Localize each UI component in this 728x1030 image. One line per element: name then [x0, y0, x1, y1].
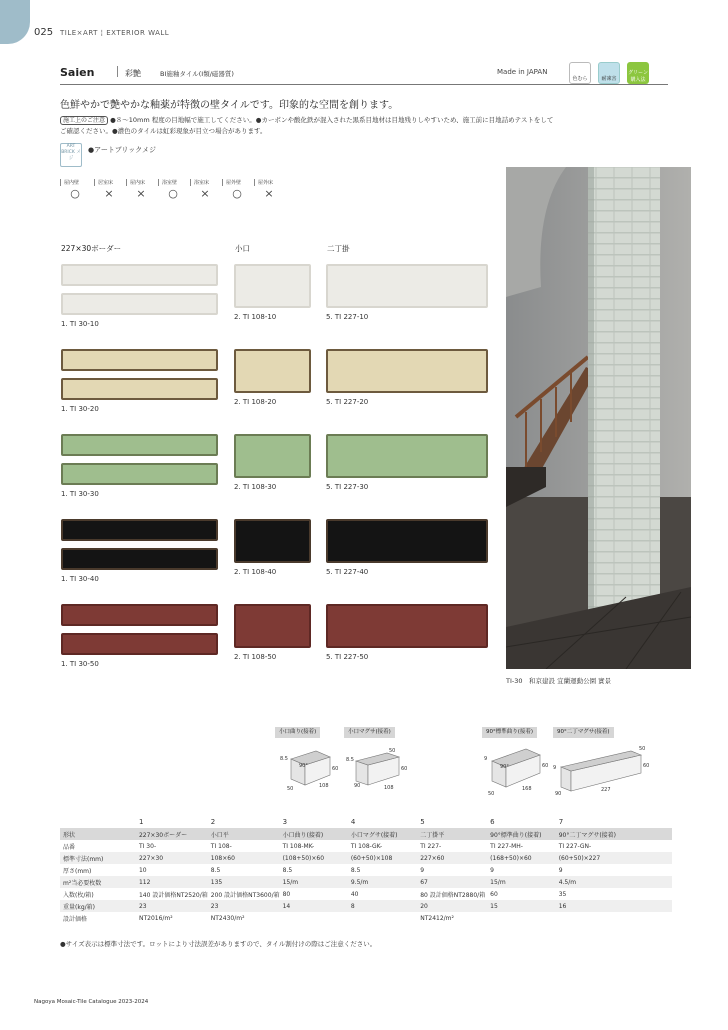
- table-cell: TI 108-: [210, 842, 232, 850]
- nichokake-tile-swatch: [326, 604, 488, 648]
- series-jp-name: 彩艶: [125, 69, 141, 78]
- dim-label: 227: [601, 787, 611, 793]
- column-number: 2: [208, 815, 280, 828]
- usage-item: [94, 179, 124, 200]
- dim-label: 50: [287, 786, 294, 792]
- table-number-row: [60, 815, 672, 828]
- border-tile-code: 1. TI 30-50: [61, 660, 99, 668]
- usage-mark: ×: [200, 187, 210, 200]
- usage-mark: ×: [264, 187, 274, 200]
- row-header-cell: 標準寸法(mm): [60, 852, 136, 864]
- usage-mark: ○: [70, 187, 80, 200]
- nichokake-tile-swatch: [326, 349, 488, 393]
- dim-label: 90°: [500, 764, 509, 770]
- dim-label: 168: [522, 786, 532, 792]
- usage-item: [254, 179, 284, 200]
- border-tile-code: 1. TI 30-10: [61, 320, 99, 328]
- usage-item: [60, 179, 90, 200]
- dim-label: 90°: [299, 763, 308, 769]
- nichokake-tile-swatch: [326, 264, 488, 308]
- table-cell: [556, 912, 672, 924]
- dim-label: 60: [401, 766, 408, 772]
- border-tile-swatch: [61, 633, 218, 655]
- table-cell: TI 227-: [420, 842, 442, 850]
- usage-label: 屋内壁: [60, 179, 90, 186]
- dim-label: 8.5: [280, 756, 288, 762]
- table-cell: NT2412/m²: [420, 914, 454, 922]
- nichokake-tile-code: 5. TI 227-20: [326, 398, 369, 406]
- table-row: [60, 912, 672, 924]
- table-cell: 10: [138, 866, 147, 874]
- table-cell: [348, 912, 417, 924]
- table-cell: (168+50)×60: [487, 852, 556, 864]
- header-rule: [60, 84, 668, 85]
- usage-label: 居室床: [94, 179, 124, 186]
- border-tile-code: 1. TI 30-20: [61, 405, 99, 413]
- koguchi-tile-swatch: [234, 434, 311, 478]
- table-cell: 9: [558, 866, 563, 874]
- table-row: [60, 840, 672, 852]
- border-tile-swatch: [61, 463, 218, 485]
- nichokake-lintel-diagram: [553, 745, 653, 800]
- border-tile-swatch: [61, 548, 218, 570]
- dim-label: 90: [354, 783, 361, 789]
- row-header-cell: 品番: [63, 843, 76, 851]
- diagram-label: 小口曲り(接着): [275, 727, 320, 738]
- border-tile-swatch: [61, 378, 218, 400]
- koguchi-tile-swatch: [234, 604, 311, 648]
- border-tile-swatch: [61, 604, 218, 626]
- table-row: [60, 900, 672, 912]
- table-cell: 80: [282, 890, 291, 898]
- caution-text-a: ●８～10mm 程度の目地幅で施工してください。●カーボンや酸化鉄が混入された黒系目地材は目地残りしやすいため、施工前に目地詰めテストをして: [110, 116, 554, 124]
- dim-label: 50: [639, 746, 646, 752]
- column-number: 7: [556, 815, 672, 828]
- table-cell: 227×60: [417, 852, 487, 864]
- koguchi-lintel-diagram: [344, 745, 414, 795]
- catalogue-footer: Nagoya Mosaic-Tile Catalogue 2023-2024: [34, 999, 149, 1005]
- usage-item: [190, 179, 220, 200]
- table-cell: 15/m: [280, 876, 348, 888]
- green-purchase-icon: [627, 62, 649, 84]
- table-cell: 小口マグサ(接着): [348, 828, 417, 840]
- border-tile-code: 1. TI 30-40: [61, 575, 99, 583]
- caution-tag: 施工上のご注意: [60, 116, 108, 125]
- size-footnote: ●サイズ表示は標準寸法です。ロットにより寸法誤差がありますので、タイル割付けの際はご注意ください。: [60, 940, 377, 948]
- row-header-cell: 入数(枚/箱): [63, 891, 94, 899]
- table-cell: 8.5: [210, 866, 221, 874]
- table-cell: 小口平: [208, 828, 280, 840]
- table-cell: [280, 912, 348, 924]
- koguchi-tile-code: 2. TI 108-40: [234, 568, 277, 576]
- table-row: [60, 852, 672, 864]
- dim-label: 108: [319, 783, 329, 789]
- column-number: 4: [348, 815, 417, 828]
- column-number: 3: [280, 815, 348, 828]
- row-header-cell: m²当必要枚数: [60, 876, 136, 888]
- usage-label: 屋外壁: [222, 179, 252, 186]
- usage-label: 浴室床: [190, 179, 220, 186]
- nichokake-tile-swatch: [326, 434, 488, 478]
- table-cell: 9: [420, 866, 425, 874]
- dim-label: 9: [553, 765, 557, 771]
- usage-label: 屋外床: [254, 179, 284, 186]
- art-brick-label: ●アートブリックメジ: [88, 146, 157, 154]
- border-tile-code: 1. TI 30-30: [61, 490, 99, 498]
- table-cell: 8.5: [282, 866, 293, 874]
- row-header-cell: 設計価格: [63, 915, 88, 923]
- photo-illustration: [506, 167, 691, 669]
- divider: [117, 66, 118, 77]
- table-cell: 23: [136, 900, 208, 912]
- section-title: TILE×ART ¦ EXTERIOR WALL: [60, 29, 170, 37]
- table-cell: 9.5/m: [348, 876, 417, 888]
- badge-label: 耐凍害: [601, 76, 617, 82]
- koguchi-column-title: 小口: [235, 244, 250, 253]
- border-column-title: 227×30ボーダー: [61, 244, 122, 253]
- column-number: [60, 815, 136, 828]
- border-tile-swatch: [61, 349, 218, 371]
- table-cell: 小口曲り(接着): [280, 828, 348, 840]
- koguchi-tile-code: 2. TI 108-30: [234, 483, 277, 491]
- table-cell: TI 227-GN-: [558, 842, 592, 850]
- table-cell: 80 設計価格NT2880/箱: [420, 891, 486, 899]
- nichokake-tile-code: 5. TI 227-50: [326, 653, 369, 661]
- badge-label: 色むら: [572, 76, 588, 82]
- table-cell: 67: [417, 876, 487, 888]
- column-number: 5: [417, 815, 487, 828]
- table-cell: 40: [350, 890, 359, 898]
- dim-label: 8.5: [346, 757, 354, 763]
- koguchi-tile-code: 2. TI 108-10: [234, 313, 277, 321]
- dim-label: 9: [484, 756, 488, 762]
- table-cell: 15: [487, 900, 556, 912]
- page-tab: [0, 0, 30, 44]
- table-cell: 140 設計価格NT2520/箱: [138, 891, 208, 899]
- dim-label: 60: [542, 763, 549, 769]
- table-cell: TI 227-MH-: [490, 842, 523, 850]
- table-cell: 200 設計価格NT3600/箱: [210, 891, 280, 899]
- nichokake-tile-code: 5. TI 227-40: [326, 568, 369, 576]
- nichokake-tile-swatch: [326, 519, 488, 563]
- table-cell: 8.5: [350, 866, 361, 874]
- table-cell: 135: [208, 876, 280, 888]
- row-header-cell: 厚さ(mm): [63, 867, 92, 875]
- caution-notes: [60, 115, 670, 137]
- made-in-label: Made in JAPAN: [497, 68, 548, 76]
- table-cell: (108+50)×60: [280, 852, 348, 864]
- dim-label: 50: [488, 791, 495, 797]
- table-cell: 15/m: [487, 876, 556, 888]
- dim-label: 108: [384, 785, 394, 791]
- table-cell: 4.5/m: [556, 876, 672, 888]
- nichokake-column-title: 二丁掛: [327, 244, 350, 253]
- table-row: [60, 864, 672, 876]
- table-cell: 108×60: [208, 852, 280, 864]
- table-row: [60, 828, 672, 840]
- table-cell: 9: [490, 866, 494, 874]
- nichokake-tile-code: 5. TI 227-30: [326, 483, 369, 491]
- table-cell: 16: [556, 900, 672, 912]
- dim-label: 60: [332, 766, 339, 772]
- table-cell: 60: [490, 890, 498, 898]
- table-cell: 112: [136, 876, 208, 888]
- page-number: 025: [34, 27, 54, 38]
- koguchi-tile-swatch: [234, 264, 311, 308]
- dim-label: 60: [643, 763, 650, 769]
- usage-mark: ○: [232, 187, 242, 200]
- table-cell: 227×30: [136, 852, 208, 864]
- table-cell: 90°二丁マグサ(接着): [556, 828, 672, 840]
- diagram-label: 90°標準曲り(接着): [482, 727, 537, 738]
- koguchi-corner-diagram: [275, 745, 345, 795]
- color-variation-icon: [569, 62, 591, 84]
- usage-mark: ×: [104, 187, 114, 200]
- table-cell: NT2016/m²: [138, 914, 173, 922]
- table-cell: 8: [348, 900, 417, 912]
- art-brick-icon: ART BRICK メジ: [60, 143, 82, 167]
- border-tile-swatch: [61, 434, 218, 456]
- row-header-cell: 形状: [60, 828, 136, 840]
- table-cell: NT2430/m²: [210, 914, 245, 922]
- column-number: 6: [487, 815, 556, 828]
- usage-item: [222, 179, 252, 200]
- usage-item: [126, 179, 156, 200]
- table-cell: 二丁掛平: [417, 828, 487, 840]
- lead-text: 色鮮やかで艶やかな釉薬が特徴の壁タイルです。印象的な空間を創ります。: [60, 100, 399, 111]
- diagram-label: 90°二丁マグサ(接着): [553, 727, 614, 738]
- usage-mark: ○: [168, 187, 178, 200]
- dim-label: 90: [555, 791, 562, 797]
- standard-corner-diagram: [482, 745, 552, 800]
- frost-resistant-icon: [598, 62, 620, 84]
- table-cell: 35: [558, 890, 567, 898]
- table-cell: 14: [280, 900, 348, 912]
- photo-caption: TI-30 和京建設 宜蘭運動公園 實景: [506, 677, 612, 685]
- dim-label: 50: [389, 748, 396, 754]
- badge-label: グリーン購入法: [628, 70, 648, 83]
- row-header-cell: 重量(kg/箱): [60, 900, 136, 912]
- border-tile-swatch: [61, 519, 218, 541]
- table-cell: TI 108-GK-: [350, 842, 383, 850]
- installation-photo: [506, 167, 691, 669]
- usage-mark: ×: [136, 187, 146, 200]
- border-tile-swatch: [61, 293, 218, 315]
- border-tile-swatch: [61, 264, 218, 286]
- table-cell: 23: [208, 900, 280, 912]
- table-cell: 90°標準曲り(接着): [487, 828, 556, 840]
- table-row: [60, 888, 672, 900]
- table-row: [60, 876, 672, 888]
- usage-label: 浴室壁: [158, 179, 188, 186]
- series-name: Saien: [60, 66, 95, 79]
- table-cell: TI 30-: [138, 842, 157, 850]
- usage-item: [158, 179, 188, 200]
- koguchi-tile-code: 2. TI 108-50: [234, 653, 277, 661]
- usage-label: 屋内床: [126, 179, 156, 186]
- spec-table: [60, 815, 672, 924]
- table-cell: 227×30ボーダー: [136, 828, 208, 840]
- nichokake-tile-code: 5. TI 227-10: [326, 313, 369, 321]
- table-cell: 20: [417, 900, 487, 912]
- table-cell: (60+50)×227: [556, 852, 672, 864]
- koguchi-tile-swatch: [234, 349, 311, 393]
- table-cell: TI 108-MK-: [282, 842, 315, 850]
- caution-text-b: ご確認ください。●濃色のタイルは虹彩現象が目立つ場合があります。: [60, 127, 267, 135]
- koguchi-tile-code: 2. TI 108-20: [234, 398, 277, 406]
- table-cell: [487, 912, 556, 924]
- series-category: BI施釉タイル(Ⅰ類/磁器質): [160, 70, 234, 78]
- table-cell: (60+50)×108: [348, 852, 417, 864]
- column-number: 1: [136, 815, 208, 828]
- diagram-label: 小口マグサ(接着): [344, 727, 395, 738]
- koguchi-tile-swatch: [234, 519, 311, 563]
